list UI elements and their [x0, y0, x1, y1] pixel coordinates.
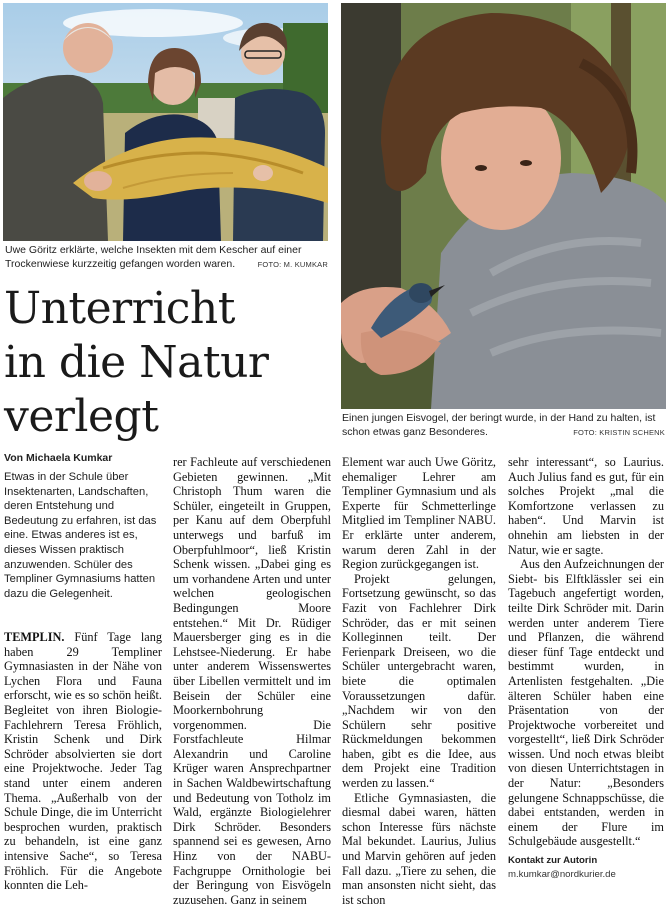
photo-insect-net: [3, 3, 328, 241]
article-column-2: [173, 455, 331, 907]
article-col3-paragraph-3: Etliche Gymnasiasten, die diesmal dabei waren, hätten schon Interesse fürs nächste Mal bekundet. Laurius, Julius und Marvin gehören auf jeden Fall dazu. „Tiere zu sehen, die man ansonsten nicht sieht, das ist schon: [342, 790, 496, 907]
article-col2-text: rer Fachleute auf verschiedenen Gebieten gewinnen. „Mit Christoph Thum waren die Schüler, eingeteilt in Gruppen, per Kanu auf dem Oberpfuhl unterwegs und barfuß im Oberpfuhlmoor“, ließ Kristin Schenk wissen. „Dabei ging es um vorhandene Arten und unter welchen geologischen Bedingungen Moore entstehen.“ Mit Dr. Rüdiger Mauersberger ging es in die Lehstsee-Niederung. Er habe unter anderem Wissenswertes über Libellen vermittelt und im Beisein der Schüler eine Moorkernbohrung vorgenommen. Die Forstfachleute Hilmar Alexandrin und Caroline Krüger waren Ansprechpartner in Sachen Waldbewirtschaftung und Bedeutung von Totholz im Wald, ergänzte Biologielehrer Dirk Schröder. Besonders spannend sei es gewesen, Arno Hinz von der NABU-Fachgruppe Ornithologie bei der Beringung von Eisvögeln zuzusehen. Ganz in seinem: [173, 455, 331, 907]
photo-kingfisher: [341, 3, 666, 409]
article-column-3: [342, 455, 496, 907]
photo-left-credit: FOTO: M. KUMKAR: [257, 260, 328, 269]
byline: Von Michaela Kumkar: [4, 452, 113, 464]
author-email-link[interactable]: m.kumkar@nordkurier.de: [508, 869, 616, 880]
page-title-line-1: Unterricht: [4, 283, 235, 334]
author-contact: [508, 854, 663, 882]
article-col4-paragraph-2: Aus den Aufzeichnungen der Siebt- bis Elftklässler sei ein Tagebuch angefertigt worden, teilte Dirk Schröder mit. Darin werden unter anderem Tiere und Pflanzen, die während dieser fünf Tage entdeckt und bestimmt wurden, in Artenlisten festgehalten. „Die älteren Schüler haben eine Präsentation von der Projektwoche vorbereitet und vorgestellt“, ließ Dirk Schröder wissen. Und noch etwas bleibt von diesen Unterrichtstagen in der Natur: „Besonders gelungene Schnappschüsse, die dabei entstanden, werden in einem der Flure im Schulgebäude ausgestellt.“: [508, 557, 664, 849]
article-column-4: [508, 455, 664, 849]
article-col3-paragraph-1: Element war auch Uwe Göritz, ehemaliger Lehrer am Templiner Gymnasium und als Experte für Schmetterlinge Mitglied im Templiner NABU. Er erklärte unter anderem, warum deren Zahl in der Region zurückgegangen ist.: [342, 455, 496, 572]
photo-right-caption-text: Einen jungen Eisvogel, der beringt wurde, in der Hand zu halten, ist schon etwas ganz Besonderes.: [342, 412, 656, 438]
article-col4-paragraph-1: sehr interessant“, so Laurius. Auch Julius fand es gut, für ein solches Projekt „mal die Komfortzone verlassen zu haben“. Und Marvin ist ohnehin am liebsten in der Natur, wie er sagte.: [508, 455, 664, 557]
article-col1-text: Fünf Tage lang haben 29 Templiner Gymnasiasten in der Nähe von Lychen Flora und Fauna erforscht, wie es so schön heißt. Begleitet von ihren Biologie-Fachlehrern Teresa Fröhlich, Kristin Schenk und Dirk Schröder absolvierten sie dort eine Projektwoche. Jeder Tag stand unter einem anderen Thema. „Außerhalb von der Schule Dinge, die im Unterricht besprochen wurden, praktisch zu behandeln, ist eine ganz intensive Sache“, so Teresa Fröhlich. Für die Angebote konnten die Leh-: [4, 630, 163, 893]
photo-insect-net-image: [3, 3, 328, 241]
author-contact-heading: Kontakt zur Autorin: [508, 855, 598, 866]
article-column-1: [4, 630, 162, 893]
teaser-text: Etwas in der Schule über Insektenarten, Landschaften, deren Entstehung und Bedeutung zu erfahren, ist das eine. Etwas anderes ist es, dieses Wissen praktisch anzuwenden. Schüler des Templiner Gymnasiums hatten dazu die Gelegenheit.: [4, 471, 157, 600]
article-col3-paragraph-2: Projekt gelungen, Fortsetzung gewünscht, so das Fazit von Fachlehrer Dirk Schröder, das er mit seinen Kolleginnen teilt. Der Ferienpark Dreiseen, wo die Schüler untergebracht waren, biete die optimalen Voraussetzungen dafür. „Nachdem wir von den Schülern sehr positive Rückmeldungen bekommen haben, gibt es die Idee, aus dem Projekt eine Tradition werden zu lassen.“: [342, 571, 496, 791]
page-title-line-2: in die Natur: [4, 337, 269, 388]
photo-right-credit: FOTO: KRISTIN SCHENK: [573, 428, 665, 437]
photo-kingfisher-image: [341, 3, 666, 409]
photo-left-caption: [5, 243, 328, 272]
photo-left-caption-text: Uwe Göritz erklärte, welche Insekten mit dem Kescher auf einer Trockenwiese kurzzeitig gefangen worden waren.: [5, 244, 302, 270]
dateline: TEMPLIN.: [4, 630, 65, 644]
page-title-line-3: verlegt: [4, 391, 159, 442]
page-title: [4, 282, 339, 444]
photo-right-caption: [342, 411, 665, 440]
